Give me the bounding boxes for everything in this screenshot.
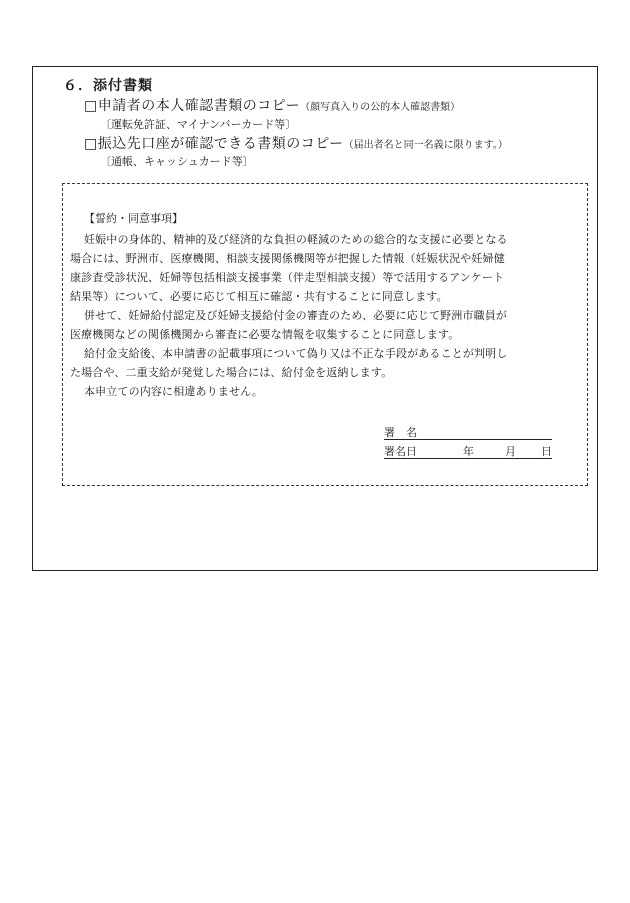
consent-line: 給付金支給後、本申請書の記載事項について偽り又は不正な手段があることが判明し — [84, 347, 508, 360]
consent-line: 場合には、野洲市、医療機関、相談支援関係機関等が把握した情報（妊娠状況や妊婦健 — [70, 252, 505, 265]
consent-line: 医療機関などの関係機関から審査に必要な情報を収集することに同意します。 — [70, 328, 460, 341]
signature-year-label: 年 — [463, 445, 474, 458]
attachment-item-bank-copy — [84, 133, 508, 153]
attachments-heading: ６．添付書類 — [63, 78, 153, 94]
consent-line: 本申立ての内容に相違ありません。 — [84, 385, 264, 398]
consent-line: た場合や、二重支給が発覚した場合には、給付金を返納します。 — [70, 366, 393, 379]
consent-line: 結果等）について、必要に応じて相互に確認・共有することに同意します。 — [70, 290, 448, 303]
attachment-item-id-copy — [84, 95, 460, 115]
signature-month-label: 月 — [505, 445, 516, 458]
attachment-item-note: （顔写真入りの公的本人確認書類） — [300, 102, 461, 113]
consent-line: 康診査受診状況、妊婦等包括相談支援事業（伴走型相談支援）等で活用するアンケート — [70, 271, 505, 284]
attachment-item-title: □申請者の本人確認書類のコピー — [84, 98, 301, 114]
signature-name-label: 署 名 — [384, 426, 417, 439]
signature-date-field[interactable] — [384, 443, 552, 459]
signature-date-label: 署名日 — [384, 445, 417, 458]
consent-title: 【誓約・同意事項】 — [84, 212, 183, 225]
attachment-item-examples: 〔運転免許証、マイナンバーカード等〕 — [100, 118, 297, 131]
consent-line: 併せて、妊婦給付認定及び妊婦支援給付金の審査のため、必要に応じて野洲市職員が — [84, 309, 508, 322]
attachment-item-title: □振込先口座が確認できる書類のコピー — [84, 136, 344, 152]
signature-day-label: 日 — [541, 445, 552, 458]
consent-line: 妊娠中の身体的、精神的及び経済的な負担の軽減のための総合的な支援に必要となる — [84, 233, 508, 246]
attachment-item-examples: 〔通帳、キャッシュカード等〕 — [100, 155, 254, 168]
signature-name-field[interactable] — [384, 424, 552, 440]
attachment-item-note: （届出者名と同一名義に限ります。） — [343, 140, 508, 151]
